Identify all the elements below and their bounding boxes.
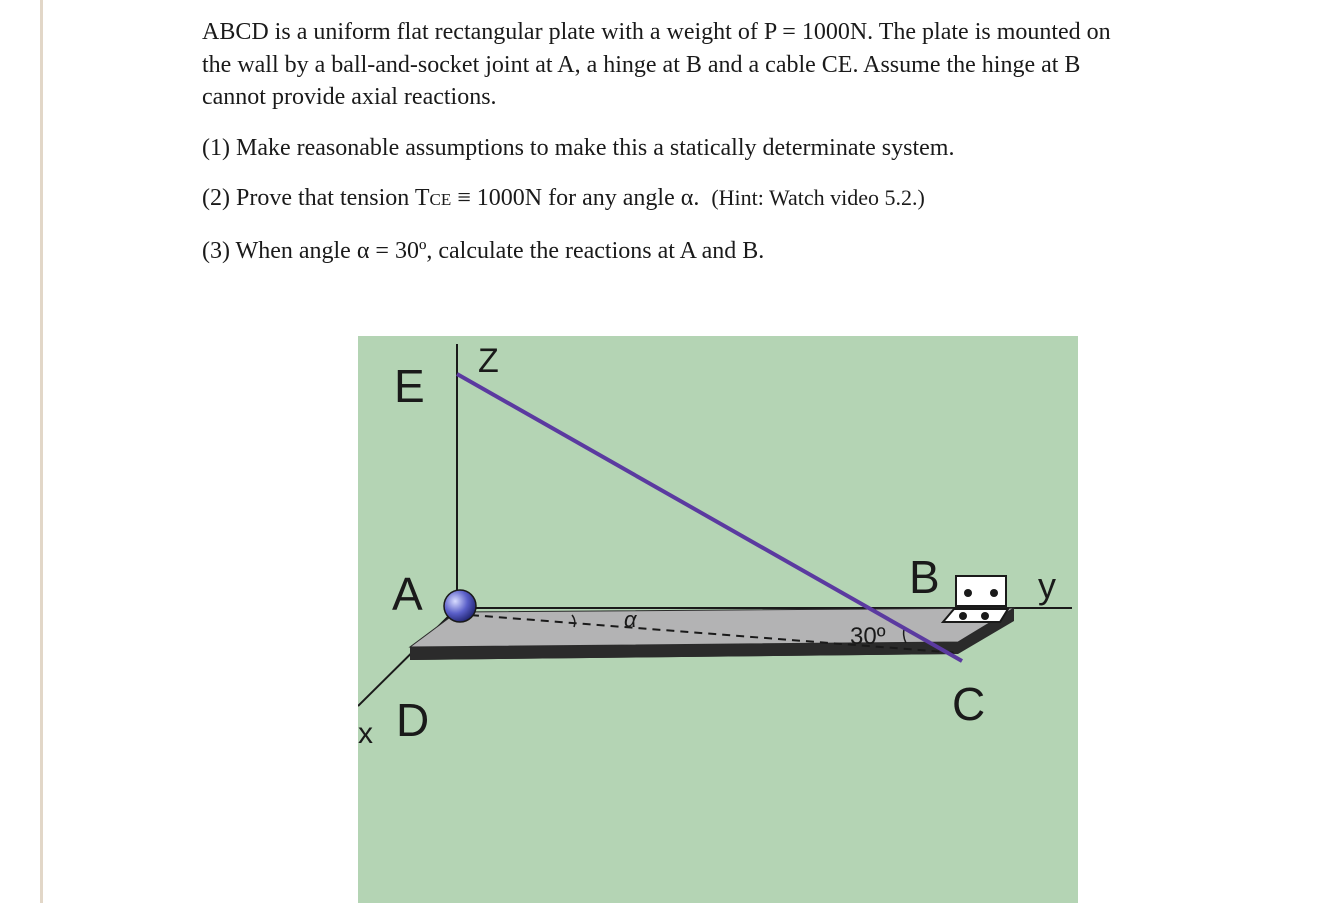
page-left-border	[40, 0, 43, 903]
label-a: A	[392, 568, 423, 620]
label-e: E	[394, 360, 425, 412]
hinge-b-pin-4	[981, 612, 989, 620]
hinge-b-pin-3	[959, 612, 967, 620]
label-z: Z	[478, 342, 499, 380]
label-angle-30: 30º	[850, 623, 886, 650]
label-c: C	[952, 678, 986, 730]
question-1: (1) Make reasonable assumptions to make this a statically determinate system.	[202, 134, 955, 161]
label-alpha: α	[624, 607, 637, 632]
hinge-b-block	[956, 576, 1006, 606]
question-2-middle: ≡ 1000N for any angle α.	[451, 185, 712, 211]
question-3: (3) When angle α = 30º, calculate the reactions at A and B.	[202, 237, 765, 264]
label-y: y	[1038, 565, 1056, 606]
ball-socket-joint-a	[444, 590, 476, 622]
question-2	[202, 182, 1222, 217]
label-x: x	[358, 717, 373, 750]
problem-statement	[202, 16, 1222, 267]
intro-line-2: the wall by a ball-and-socket joint at A, a hinge at B and a cable CE. Assume the hinge at B	[202, 51, 1081, 78]
plate-diagram-svg	[358, 336, 1078, 903]
hinge-b-pin-2	[990, 589, 998, 597]
question-2-prefix: (2) Prove that tension T	[202, 185, 430, 211]
label-b: B	[909, 551, 940, 603]
plate-diagram	[358, 336, 1078, 903]
intro-line-3: cannot provide axial reactions.	[202, 84, 497, 110]
intro-line-1: ABCD is a uniform flat rectangular plate with a weight of P = 1000N. The plate is mounted on	[202, 19, 1111, 45]
hinge-b-pin-1	[964, 589, 972, 597]
question-2-hint: (Hint: Watch video 5.2.)	[711, 185, 925, 210]
tension-subscript: CE	[429, 190, 452, 209]
hinge-b-base	[943, 609, 1008, 622]
label-d: D	[396, 694, 430, 746]
